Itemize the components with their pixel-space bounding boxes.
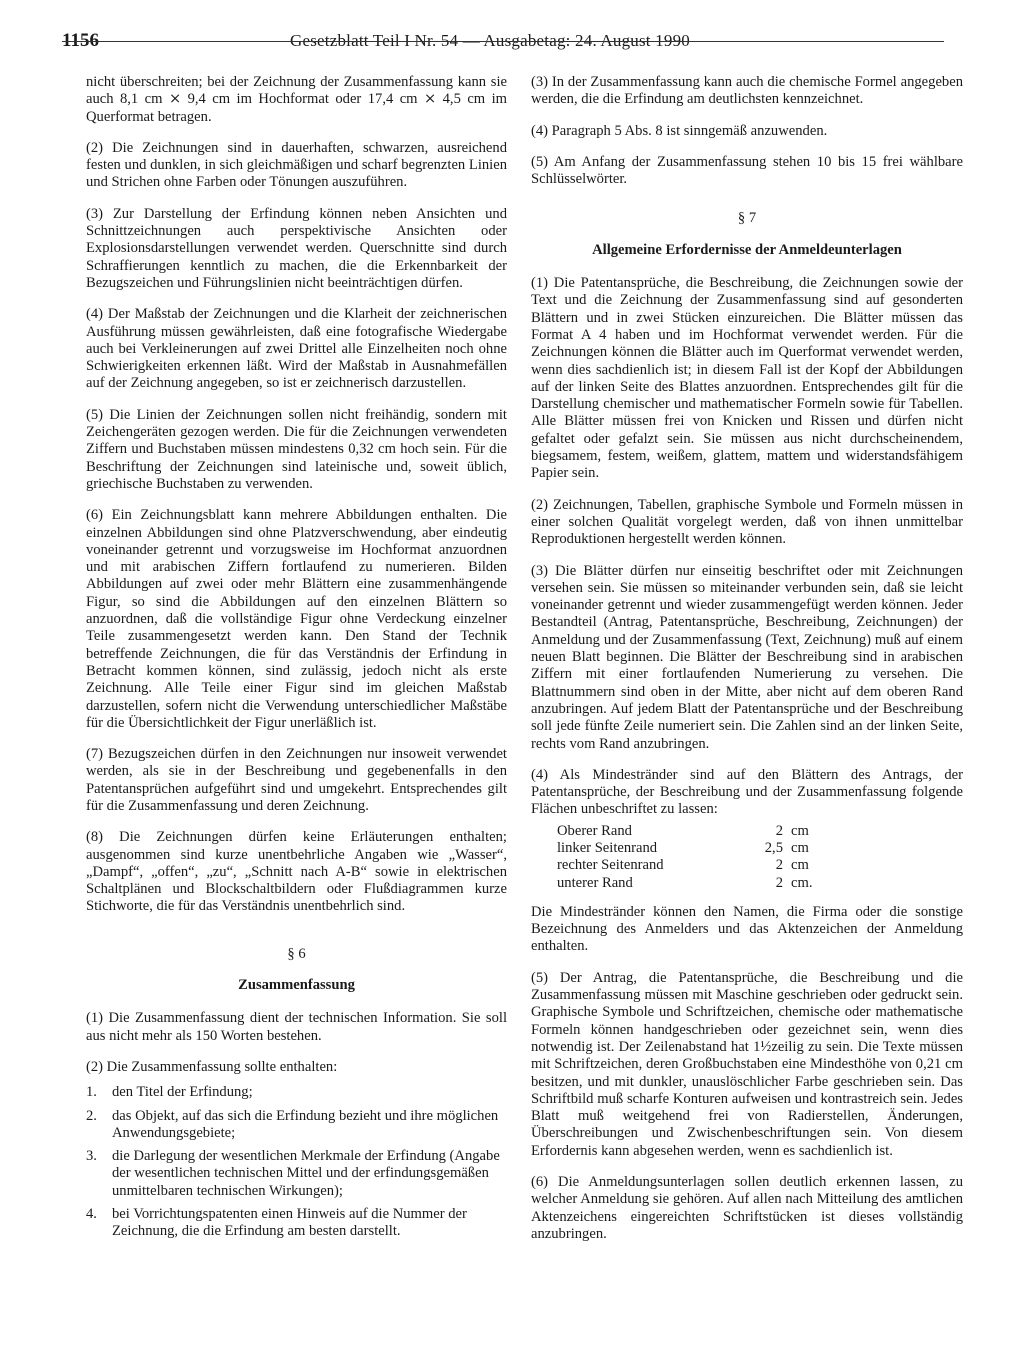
paragraph-7-1: (1) Die Patentansprüche, die Beschreibung, die Zeichnungen sowie der Text und die Zeichnung der Zusammenfassung sind auf gesonderten Blättern und in zwei Stücken einzureichen. Die Blätter müssen das Format A 4 haben und im Hochformat verwendet werden. Für die Zeichnungen können die Blätter auch im Querformat verwendet werden, wenn dies sachdienlich ist; in diesem Fall ist der Kopf der Abbildungen auf der linken Seite des Blattes anzuordnen. Entsprechendes gilt für die Darstellung chemischer und mathematischer Formeln sowie für Tabellen. Alle Blätter müssen frei von Knicken und Rissen und dürfen nicht gefaltet oder gefalzt sein. Sie müssen aus nicht durchscheinendem, biegsamem, festem, weißem, glattem, mattem und widerstandsfähigem Papier sein.	[531, 275, 963, 482]
margin-value: 2	[775, 874, 783, 891]
margin-unit: cm	[791, 839, 809, 856]
margin-unit: cm	[791, 822, 809, 839]
margin-unit: cm	[791, 857, 809, 874]
header-rule	[62, 41, 944, 42]
list-item-number: 1.	[86, 1084, 97, 1101]
margin-label: Oberer Rand	[557, 822, 632, 839]
paragraph-5-3: (3) Zur Darstellung der Erfindung können neben Ansichten und Schnittzeichnungen auch perspektivische Ansichten oder Explosionsdarstellungen verwendet werden. Querschnitte sind durch Schraffierungen kenntlich zu machen, die die Erkennbarkeit der Bezugszeichen und Führungslinien nicht beeinträchtigen dürfen.	[86, 205, 507, 291]
section-6-heading: Zusammenfassung	[238, 977, 355, 994]
margin-unit: cm.	[791, 874, 813, 891]
running-title: Gesetzblatt Teil I Nr. 54 — Ausgabetag: 24. August 1990	[290, 31, 690, 50]
section-7-number: § 7	[737, 210, 757, 227]
margin-label: rechter Seitenrand	[557, 857, 664, 874]
margin-value: 2	[775, 822, 783, 839]
page-number: 1156	[62, 30, 99, 51]
table-row	[557, 840, 812, 857]
list-item-number: 4.	[86, 1206, 97, 1223]
section-7-heading: Allgemeine Erfordernisse der Anmeldeunterlagen	[592, 241, 902, 258]
list-item-number: 2.	[86, 1107, 97, 1124]
list-item-text: das Objekt, auf das sich die Erfindung bezieht und ihre möglichen Anwendungsgebiete;	[112, 1107, 499, 1141]
list-item-text: die Darlegung der wesentlichen Merkmale der Erfindung (Angabe der wesentlichen technischen Mittel und der erfindungsgemäßen unmittelbaren technischen Wirkungen);	[112, 1148, 500, 1199]
paragraph-5-8: (8) Die Zeichnungen dürfen keine Erläuterungen enthalten; ausgenommen sind kurze unentbehrliche Angaben wie „Wasser“, „Dampf“, „offen“, „zu“, „Schnitt nach A-B“ sowie in elektrischen Schaltplänen und Blockschaltbildern oder Flußdiagrammen kurze Stichworte, die für das Verständnis unentbehrlich sind.	[86, 829, 507, 915]
paragraph-5-4: (4) Der Maßstab der Zeichnungen und die Klarheit der zeichnerischen Ausführung müssen gewährleisten, daß eine fotografische Wiedergabe auch bei Verkleinerungen auf zwei Drittel alle Einzelheiten noch ohne Schwierigkeiten erkennen läßt. Wird der Maßstab in Ausnahmefällen auf der Zeichnung angegeben, so ist er zeichnerisch darzustellen.	[86, 306, 507, 392]
table-row	[557, 857, 812, 874]
list-item	[86, 1206, 507, 1241]
paragraph-6-2: (2) Die Zusammenfassung sollte enthalten:	[86, 1058, 338, 1075]
margin-value: 2,5	[764, 839, 783, 856]
paragraph-continuation: nicht überschreiten; bei der Zeichnung der Zusammenfassung kann sie auch 8,1 cm ⨯ 9,4 cm im Hochformat oder 17,4 cm ⨯ 4,5 cm im Querformat betragen.	[86, 74, 507, 125]
paragraph-5-2: (2) Die Zeichnungen sind in dauerhaften, schwarzen, ausreichend festen und dunklen, in sich gleichmäßigen und scharf begrenzten Linien und Strichen ohne Farben oder Tönungen auszuführen.	[86, 139, 507, 191]
paragraph-6-5: (5) Am Anfang der Zusammenfassung stehen 10 bis 15 frei wählbare Schlüsselwörter.	[531, 153, 963, 188]
right-column	[531, 74, 963, 1257]
list-item	[86, 1084, 507, 1101]
left-column	[86, 74, 507, 1251]
paragraph-5-7: (7) Bezugszeichen dürfen in den Zeichnungen nur insoweit verwendet werden, als sie in der Beschreibung und gegebenenfalls in den Patentansprüchen aufgeführt sind und umgekehrt. Entsprechendes gilt für die Zusammenfassung und deren Zeichnung.	[86, 746, 507, 814]
summary-contents-list	[86, 1084, 507, 1240]
table-row	[557, 823, 812, 840]
paragraph-6-1: (1) Die Zusammenfassung dient der technischen Information. Sie soll aus nicht mehr als 150 Worten bestehen.	[86, 1010, 507, 1044]
margins-table	[557, 823, 812, 892]
paragraph-5-6: (6) Ein Zeichnungsblatt kann mehrere Abbildungen enthalten. Die einzelnen Abbildungen sind ohne Platzverschwendung, aber eindeutig voneinander getrennt und vorzugsweise im Hochformat anzuordnen und mit arabischen Ziffern fortlaufend zu numerieren. Bilden Abbildungen auf zwei oder mehr Blättern eine zusammenhängende Figur, so sind die Abbildungen auf den einzelnen Blättern so anzuordnen, daß die vollständige Figur ohne Verdeckung einzelner Teile zusammengesetzt werden kann. Den Stand der Technik betreffende Zeichnungen, die für das Verständnis der Erfindung in Betracht kommen können, sind zulässig, jedoch nicht als erste Zeichnung. Alle Teile einer Figur sind im gleichen Maßstab darzustellen, sofern nicht die Verwendung unterschiedlicher Maßstäbe für die Übersichtlichkeit der Figur unerläßlich ist.	[86, 507, 507, 731]
paragraph-7-2: (2) Zeichnungen, Tabellen, graphische Symbole und Formeln müssen in einer solchen Qualität vorgelegt werden, daß von ihnen unmittelbar Reproduktionen hergestellt werden können.	[531, 496, 963, 548]
section-6-number: § 6	[287, 945, 306, 962]
paragraph-7-4b: Die Mindestränder können den Namen, die Firma oder die sonstige Bezeichnung des Anmelders und das Aktenzeichen der Anmeldung enthalten.	[531, 903, 963, 955]
list-item	[86, 1108, 507, 1143]
margin-label: unterer Rand	[557, 874, 633, 891]
paragraph-7-5: (5) Der Antrag, die Patentansprüche, die Beschreibung und die Zusammenfassung müssen mit Maschine geschrieben oder gedruckt sein. Graphische Symbole und Schriftzeichen, chemische oder mathematische Formeln können handgeschrieben oder gezeichnet sein, wenn dies notwendig ist. Der Zeilenabstand hat 1½zeilig zu sein. Die Texte müssen mit Schriftzeichen, deren Großbuchstaben eine Mindesthöhe von 0,21 cm besitzen, und mit dunkler, unauslöschlicher Farbe geschrieben sein. Das Schriftbild muß scharfe Konturen aufweisen und kontrastreich sein. Jedes Blatt muß weitgehend frei von Radierstellen, Änderungen, Überschreibungen und Zwischenbeschriftungen sein. Von diesem Erfordernis kann abgesehen werden, wenn es sachdienlich ist.	[531, 969, 963, 1159]
table-row	[557, 875, 812, 892]
paragraph-7-3: (3) Die Blätter dürfen nur einseitig beschriftet oder mit Zeichnungen versehen sein. Sie müssen so miteinander verbunden sein, daß sie leicht voneinander getrennt und wieder zusammengefügt werden können. Jeder Bestandteil (Antrag, Patentansprüche, Beschreibung, Zeichnungen) der Anmeldung und der Zusammenfassung (Text, Zeichnung) muß auf einem neuen Blatt beginnen. Die Blätter der Beschreibung sind in arabischen Ziffern mit einer fortlaufenden Numerierung zu versehen. Die Blattnummern sind oben in der Mitte, aber nicht auf dem oberen Rand anzubringen. Auf jedem Blatt der Patentansprüche und der Beschreibung soll jede fünfte Zeile numeriert sein. Die Zahlen sind an der linken Seite, rechts vom Rand anzubringen.	[531, 562, 963, 752]
paragraph-6-4: (4) Paragraph 5 Abs. 8 ist sinngemäß anzuwenden.	[531, 122, 828, 139]
paragraph-6-3: (3) In der Zusammenfassung kann auch die chemische Formel angegeben werden, die die Erfindung am deutlichsten kennzeichnet.	[531, 74, 963, 108]
paragraph-7-6: (6) Die Anmeldungsunterlagen sollen deutlich erkennen lassen, zu welcher Anmeldung sie gehören. Auf allen nach Mitteilung des amtlichen Aktenzeichens eingereichten Schriftstücken ist dieses vollständig anzubringen.	[531, 1174, 963, 1242]
margin-value: 2	[775, 857, 783, 874]
paragraph-5-5: (5) Die Linien der Zeichnungen sollen nicht freihändig, sondern mit Zeichengeräten gezogen werden. Die für die Zeichnungen verwendeten Ziffern und Buchstaben müssen mindestens 0,32 cm hoch sein. Für die Beschriftung der Zeichnungen sind lateinische und, soweit üblich, griechische Buchstaben zu verwenden.	[86, 406, 507, 492]
list-item-number: 3.	[86, 1148, 97, 1165]
margin-label: linker Seitenrand	[557, 839, 658, 856]
paragraph-7-4: (4) Als Mindestränder sind auf den Blättern des Antrags, der Patentansprüche, der Beschreibung und der Zusammenfassung folgende Flächen unbeschriftet zu lassen:	[531, 766, 963, 818]
list-item-text: bei Vorrichtungspatenten einen Hinweis auf die Nummer der Zeichnung, die die Erfindung am besten darstellt.	[112, 1206, 467, 1240]
list-item-text: den Titel der Erfindung;	[112, 1084, 253, 1101]
list-item	[86, 1148, 507, 1200]
